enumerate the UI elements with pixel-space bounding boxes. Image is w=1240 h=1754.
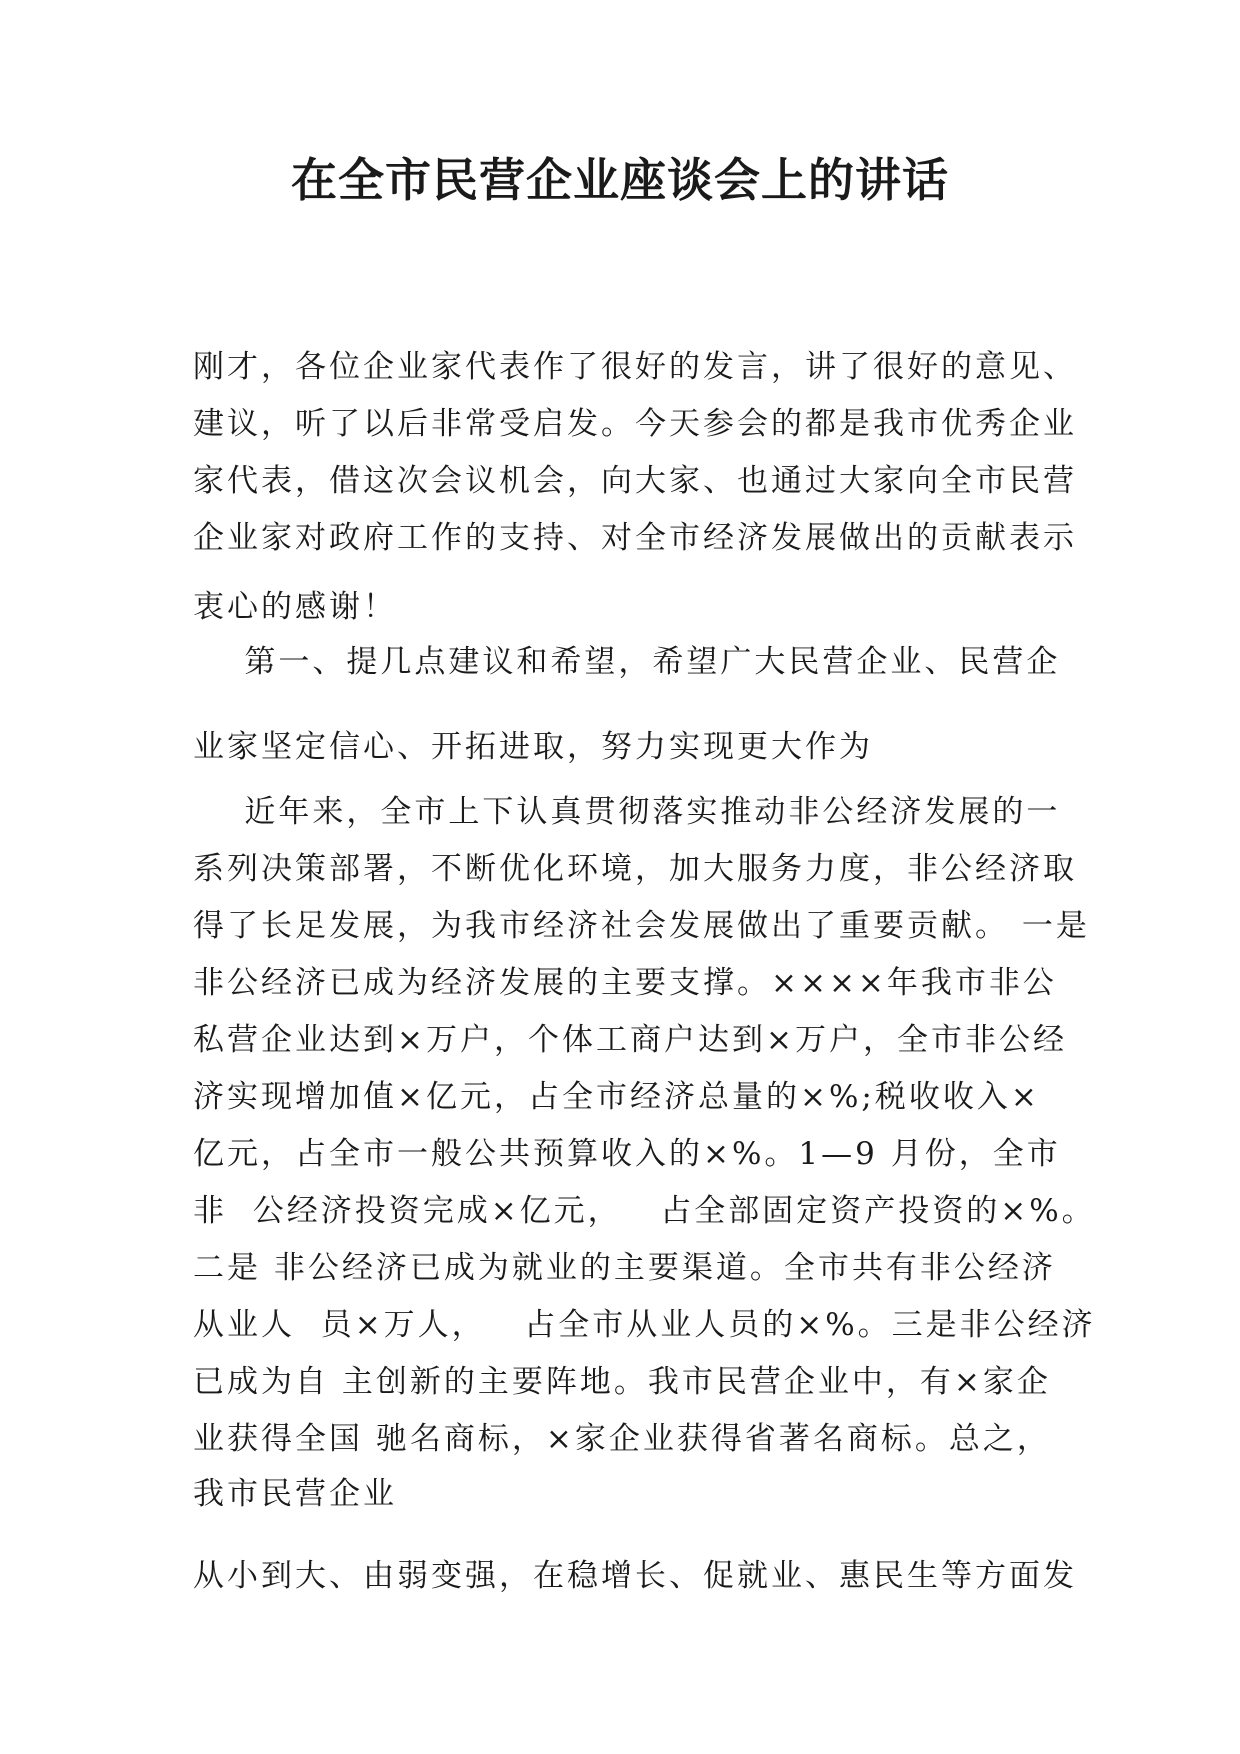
body-line-3: 家代表，借这次会议机会，向大家、也通过大家向全市民营 (193, 463, 1077, 499)
body-line-20: 我市民营企业 (193, 1476, 397, 1512)
body-line-16: 二是 非公经济已成为就业的主要渠道。全市共有非公经济 (193, 1250, 1056, 1286)
body-line-8: 近年来，全市上下认真贯彻落实推动非公经济发展的一 (193, 794, 1061, 830)
body-line-1: 刚才，各位企业家代表作了很好的发言，讲了很好的意见、 (193, 349, 1077, 385)
body-line-15: 非 公经济投资完成×亿元， 占全部固定资产投资的×%。 (193, 1193, 1096, 1229)
body-line-17: 从业人 员×万人， 占全市从业人员的×%。三是非公经济 (193, 1307, 1096, 1343)
body-line-4: 企业家对政府工作的支持、对全市经济发展做出的贡献表示 (193, 520, 1077, 556)
body-line-6: 第一、提几点建议和希望，希望广大民营企业、民营企 (193, 644, 1061, 680)
body-line-10: 得了长足发展，为我市经济社会发展做出了重要贡献。 一是 (193, 908, 1090, 944)
body-line-7: 业家坚定信心、开拓进取，努力实现更大作为 (193, 729, 873, 765)
body-line-13: 济实现增加值×亿元，占全市经济总量的×%;税收收入× (193, 1079, 1040, 1115)
body-line-19: 业获得全国 驰名商标，×家企业获得省著名商标。总之， (193, 1421, 1051, 1457)
body-line-18: 已成为自 主创新的主要阵地。我市民营企业中，有×家企 (193, 1364, 1051, 1400)
body-line-12: 私营企业达到×万户，个体工商户达到×万户，全市非公经 (193, 1022, 1067, 1058)
body-line-5: 衷心的感谢！ (193, 589, 397, 625)
body-line-21: 从小到大、由弱变强，在稳增长、促就业、惠民生等方面发 (193, 1558, 1077, 1594)
document-title: 在全市民营企业座谈会上的讲话 (291, 153, 949, 207)
body-line-14: 亿元，占全市一般公共预算收入的×%。1—9 月份，全市 (193, 1136, 1061, 1172)
body-line-9: 系列决策部署，不断优化环境，加大服务力度，非公经济取 (193, 851, 1077, 887)
body-line-2: 建议，听了以后非常受启发。今天参会的都是我市优秀企业 (193, 406, 1077, 442)
body-line-11: 非公经济已成为经济发展的主要支撑。××××年我市非公 (193, 965, 1057, 1001)
